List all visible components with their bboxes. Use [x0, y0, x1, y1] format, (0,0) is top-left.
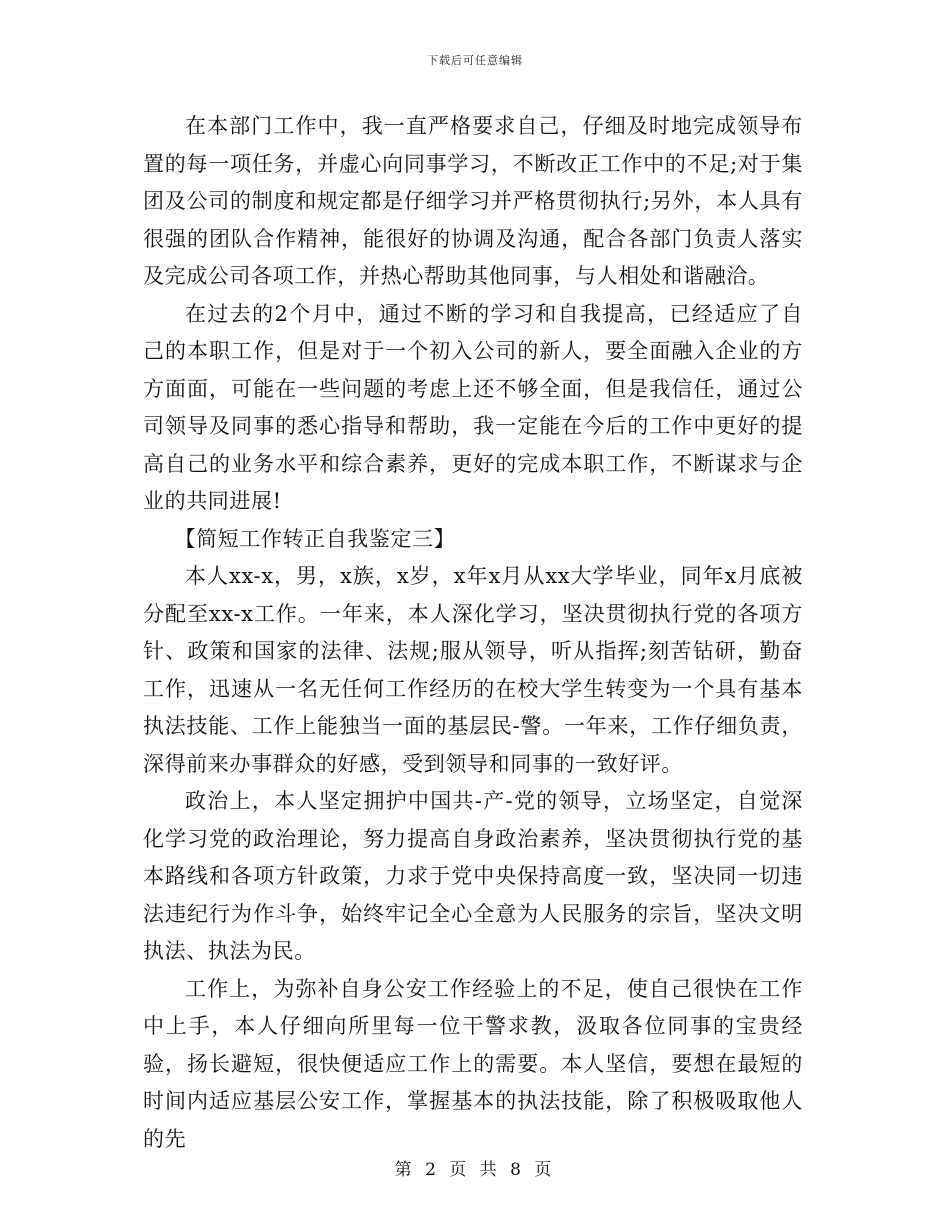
page-footer: 第 2 页 共 8 页 [394, 1160, 556, 1180]
document-body [143, 108, 803, 1158]
paragraph-two-months: 在过去的2个月中，通过不断的学习和自我提高，已经适应了自己的本职工作，但是对于一个初入公司的新人，要全面融入企业的方方面面，可能在一些问题的考虑上还不够全面，但是我信任，通过公司领导及同事的悉心指导和帮助，我一定能在今后的工作中更好的提高自己的业务水平和综合素养，更好的完成本职工作，不断谋求与企业的共同进展! [143, 301, 803, 513]
page-header: 下载后可任意编辑 [427, 54, 523, 67]
section-title: 【简短工作转正自我鉴定三】 [174, 526, 456, 551]
paragraph-work: 工作上，为弥补自身公安工作经验上的不足，使自己很快在工作中上手，本人仔细向所里每一位干警求教，汲取各位同事的宝贵经验，扬长避短，很快便适应工作上的需要。本人坚信，要想在最短的时间内适应基层公安工作，掌握基本的执法技能，除了积极吸取他人的先 [143, 976, 803, 1151]
paragraph-work-attitude: 在本部门工作中，我一直严格要求自己，仔细及时地完成领导布置的每一项任务，并虚心向同事学习，不断改正工作中的不足;对于集团及公司的制度和规定都是仔细学习并严格贯彻执行;另外，本人具有很强的团队合作精神，能很好的协调及沟通，配合各部门负责人落实及完成公司各项工作，并热心帮助其他同事，与人相处和谐融洽。 [143, 114, 803, 288]
paragraph-politics: 政治上，本人坚定拥护中国共-产-党的领导，立场坚定，自觉深化学习党的政治理论，努力提高自身政治素养，坚决贯彻执行党的基本路线和各项方针政策，力求于党中央保持高度一致，坚决同一切违法违纪行为作斗争，始终牢记全心全意为人民服务的宗旨，坚决文明执法、执法为民。 [143, 789, 803, 963]
paragraph-personal-intro: 本人xx-x，男，x族，x岁，x年x月从xx大学毕业，同年x月底被分配至xx-x工作。一年来，本人深化学习，坚决贯彻执行党的各项方针、政策和国家的法律、法规;服从领导，听从指挥;刻苦钻研，勤奋工作，迅速从一名无任何工作经历的在校大学生转变为一个具有基本执法技能、工作上能独当一面的基层民-警。一年来，工作仔细负责，深得前来办事群众的好感，受到领导和同事的一致好评。 [143, 564, 803, 776]
